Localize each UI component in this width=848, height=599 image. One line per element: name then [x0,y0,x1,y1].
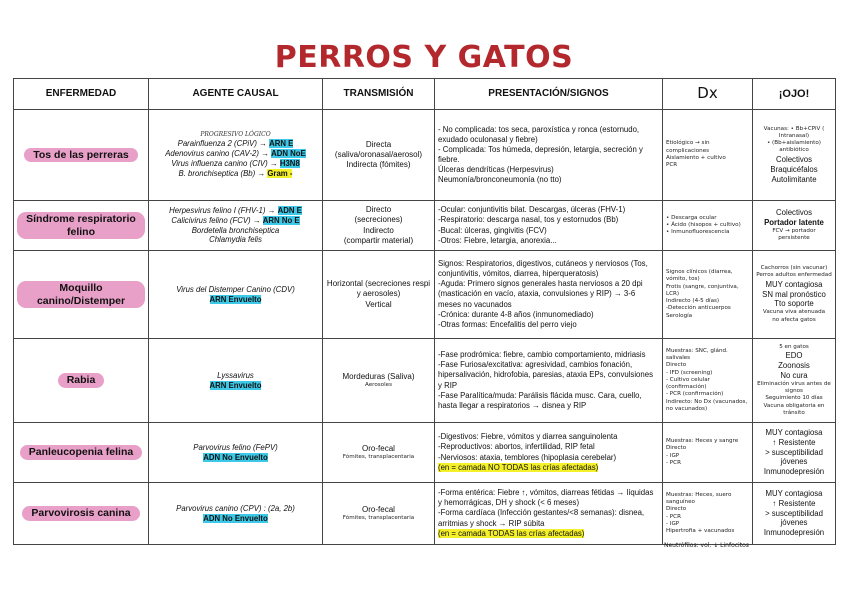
dx-line: - PCR [666,459,681,466]
agent-cell [149,110,323,201]
ojo-note: Vacuna viva atenuada [762,309,826,316]
agent-tag: ADN NoE [271,148,306,158]
transmission-line: Indirecto [363,225,394,235]
disease-label: Parvovirosis canina [22,506,139,520]
disease-cell [14,251,149,339]
sign-line: Neumonía/bronconeumonía (no tto) [438,175,562,185]
transmission-line: Mordeduras (Saliva) [342,371,415,381]
ojo-line: > susceptibilidad [765,447,823,457]
agent-tag: Gram - [267,168,293,178]
table-row [14,423,836,483]
signs-cell [435,201,663,251]
agent-cell [149,201,323,251]
transmission-line: Aerosoles [364,381,392,388]
signs-cell [435,339,663,423]
transmission-cell [323,339,435,423]
ojo-note: Cachorros (sin vacunar) [760,265,828,272]
ojo-line: MUY contagiosa [765,488,823,498]
dx-line: Indirecto: No Dx (vacunados, no vacunados) [666,398,748,412]
dx-cell [663,251,753,339]
dx-line: Etiológico → sin complicaciones [666,140,710,154]
disease-label: Panleucopenia felina [20,445,142,459]
transmission-line: Directa [365,139,392,149]
sign-line: -Forma cardíaca (Infección gestantes/<8 semanas): disnea, arritmias y shock → RIP súbita [438,508,645,528]
sign-line: -Respiratorio: descarga nasal, tos y estornudos (Bb) [438,215,619,225]
ojo-note: no afecta gatos [772,316,816,323]
table-row [14,251,836,339]
ojo-line: jóvenes [780,518,808,528]
ojo-line: ↑ Resistente [772,437,816,447]
disease-cell [14,339,149,423]
ojo-line: MUY contagiosa [765,427,823,437]
signs-cell [435,251,663,339]
disease-cell [14,201,149,251]
transmission-line: (saliva/oronasal/aerosol) [334,149,423,159]
agent-tag: ARN No E [262,215,300,225]
ojo-cell [753,201,836,251]
transmission-line: Horizontal (secreciones respi y aerosoles) [326,279,431,299]
transmission-line: (compartir material) [343,235,414,245]
dx-cell [663,201,753,251]
dx-line: • Descarga ocular [666,214,717,221]
disease-cell [14,423,149,483]
agent-tag: ARN E [269,138,294,148]
agent-cell [149,251,323,339]
sign-line: - Complicada: Tos húmeda, depresión, letargia, secreción y fiebre. [438,144,643,164]
agent-tag: ADN E [277,205,302,215]
signs-cell [435,110,663,201]
ojo-line: ↑ Resistente [772,498,816,508]
dx-line: - IGP [666,452,680,459]
ojo-line: jóvenes [780,457,808,467]
dx-line: Frotis (sangre, conjuntiva, LCR) [666,283,739,297]
ojo-cell [753,110,836,201]
dx-cell [663,423,753,483]
disease-cell [14,483,149,545]
agent-name: Parvovirus felino (FePV) [193,442,278,452]
ojo-line: SN mal pronóstico [762,289,826,299]
table-row [14,339,836,423]
agent-cell [149,483,323,545]
header-transmision: TRANSMISIÓN [323,79,435,110]
ojo-note: Seguimiento 10 días [765,395,823,402]
header-agente: AGENTE CAUSAL [149,79,323,110]
ojo-note: Vacunas: • Bb+CPiV ( Intranasal) [763,125,825,139]
ojo-line: Colectivos [776,154,812,164]
transmission-line: Indirecta (fómites) [346,160,411,170]
agent-tag: H3N8 [279,158,300,168]
ojo-line: Autolimitante [771,174,817,184]
agent-name: Chlamydia felis [209,235,262,245]
agent-name: Virus del Distemper Canino (CDV) [176,284,295,294]
transmission-cell [323,110,435,201]
sign-line: -Forma entérica: Fiebre ↑, vómitos, diarreas fétidas → líquidas y hemorrágicas, DH y shock (< 6 meses) [438,488,654,508]
header-dx: Dx [663,79,753,110]
page-title: PERROS Y GATOS [274,40,574,75]
transmission-line: Vertical [365,299,392,309]
ojo-line: Zoonosis [778,360,810,370]
dx-line: - PCR [666,513,681,520]
ojo-line: MUY contagiosa [765,279,823,289]
ojo-cell [753,483,836,545]
dx-line: Signos clínicos (diarrea, vómito, tos) [666,269,733,283]
transmission-line: Directo [365,205,392,215]
dx-line: Muestras: Heces y sangre [666,437,739,444]
transmission-line: Fómites, transplacentaria [342,453,415,460]
agent-cell [149,423,323,483]
dx-line: - Cultivo celular (confirmación) [666,376,710,391]
ojo-line: > susceptibilidad [765,508,823,518]
dx-line: Directo [666,445,687,452]
agent-tag: ARN Envuelto [209,294,262,304]
ojo-note: 5 en gatos [779,343,809,350]
dx-line: PCR [666,162,678,169]
dx-line: Serología [666,312,693,319]
dx-line: - IFD (screening) [666,369,713,376]
disease-label: Tos de las perreras [24,148,138,162]
sign-line: -Nerviosos: ataxia, temblores (hipoplasia cerebelar) [438,452,617,462]
sign-line: - No complicada: tos seca, paroxística y ronca (estornudo, exudado oculonasal y fiebre) [438,124,640,144]
transmission-cell [323,251,435,339]
header-ojo: ¡OJO! [753,79,836,110]
table-row [14,483,836,545]
table-row [14,201,836,251]
ojo-line: Braquicéfalos [770,164,818,174]
diseases-table [13,78,836,545]
sign-line: -Bucal: úlceras, gingivitis (FCV) [438,225,547,235]
dx-line: Directo [666,362,687,369]
agent-name: B. bronchiseptica (Bb) → [178,168,266,178]
dx-line: Directo [666,506,687,513]
disease-label: Síndrome respiratorio felino [17,212,145,238]
agent-name: Parvovirus canino (CPV) : (2a, 2b) [176,503,295,513]
transmission-cell [323,423,435,483]
ojo-cell [753,423,836,483]
dx-line: Muestras: SNC, glánd. salivales [666,347,728,362]
header-row [14,79,836,110]
sign-line: Úlceras dendríticas (Herpesvirus) [438,165,554,175]
footnote: Neutrófilos: vol. ↓ Linfocitos [664,542,749,549]
ojo-line: Tto soporte [774,299,814,309]
signs-cell [435,423,663,483]
dx-line: Muestras: Heces, suero sanguíneo [666,491,732,505]
sign-line: -Fase Paralítica/muda: Parálisis flácida musc. Cara, cuello, hasta llegar a respiratorios → disnea y RIP [438,390,642,410]
ojo-cell [753,251,836,339]
dx-line: Indirecto (4-5 días) [666,298,720,305]
dx-cell [663,339,753,423]
agent-name: Calicivirus felino (FCV) → [171,215,261,225]
dx-cell [663,110,753,201]
sign-line: -Fase Furiosa/excitativa: agresividad, cambios fonación, hipersalivación, hidrofobia, paresias, ataxia EPs, convulsiones y RIP [438,360,653,390]
ojo-note: • (Bb+aislamiento) antibiótico [766,140,821,154]
ojo-note: Eliminación virus antes de signos [757,380,831,395]
header-presentacion: PRESENTACIÓN/SIGNOS [435,79,663,110]
agent-cell [149,339,323,423]
sign-line: Signos: Respiratorios, digestivos, cutáneos y nerviosos (Tos, conjuntivitis, vómitos, diarrea, hiperqueratosis) [438,259,648,279]
sign-line: -Otras formas: Encefalitis del perro viejo [438,319,577,329]
dx-line: • Inmunofluorescencia [666,229,730,236]
transmission-line: (secreciones) [354,215,403,225]
disease-label: Rabia [58,373,105,387]
sign-line: -Otros: Fiebre, letargia, anorexia... [438,235,557,245]
agent-tag: ADN No Envuelto [203,452,268,462]
dx-line: - IGP [666,520,680,527]
dx-line: Hipertrofia + vacunados [666,528,735,535]
ojo-line: EDO [785,351,803,361]
ojo-line: Portador latente [764,218,824,228]
header-enfermedad: ENFERMEDAD [14,79,149,110]
agent-name: Herpesvirus felino I (FHV-1) → [169,205,276,215]
dx-line: • Ácido (hisopos + cultivo) [666,221,741,228]
transmission-cell [323,201,435,251]
dx-line: -Detección anticuerpos [666,305,731,312]
ojo-note: Vacuna obligatoria en tránsito [763,402,825,416]
agent-name: Virus influenza canino (CIV) → [171,158,278,168]
signs-cell [435,483,663,545]
agent-name: Bordetella bronchiseptica [191,225,280,235]
sign-line: (en = camada NO TODAS las crías afectadas) [438,462,599,472]
ojo-line: Inmunodepresión [763,528,825,538]
transmission-cell [323,483,435,545]
sign-line: -Reproductivos: abortos, infertilidad, RIP fetal [438,442,595,452]
sign-line: -Digestivos: Fiebre, vómitos y diarrea sanguinolenta [438,432,618,442]
agent-tag: ADN No Envuelto [203,513,268,523]
ojo-note: Perros adultos enfermedad [756,272,832,279]
sign-line: -Crónica: durante 4-8 años (inmunomediado) [438,309,594,319]
ojo-note: FCV → portador persistente [772,228,816,242]
table-row [14,110,836,201]
agent-tag: ARN Envuelto [209,380,262,390]
disease-label: Moquillo canino/Distemper [17,281,145,307]
ojo-line: Inmunodepresión [763,467,825,477]
transmission-line: Oro-fecal [362,443,395,453]
disease-cell [14,110,149,201]
sign-line: -Ocular: conjuntivitis bilat. Descargas, úlceras (FHV-1) [438,205,626,215]
agent-name: Adenovirus canino (CAV-2) → [165,148,269,158]
dx-line: - PCR (confirmación) [666,391,724,398]
agent-name: Lyssavirus [217,370,254,380]
transmission-line: Fómites, transplacentaria [342,514,415,521]
dx-line: Aislamiento + cultivo [666,155,726,161]
ojo-line: Colectivos [776,208,812,218]
agent-name: Parainfluenza 2 (CPiV) → [177,138,267,148]
sign-line: (en = camada TODAS las crías afectadas) [438,528,585,538]
sign-line: -Fase prodrómica: fiebre, cambio comportamiento, midriasis [438,350,646,360]
sign-line: -Aguda: Primero signos generales hasta nerviosos a 20 dpi (masticación en vacío, ataxia, convulsiones y RIP) → 3-6 meses no vacunados [438,279,643,309]
agent-note: PROGRESIVO LÓGICO [200,131,271,139]
ojo-line: No cura [780,370,808,380]
ojo-cell [753,339,836,423]
transmission-line: Oro-fecal [362,504,395,514]
dx-cell [663,483,753,545]
